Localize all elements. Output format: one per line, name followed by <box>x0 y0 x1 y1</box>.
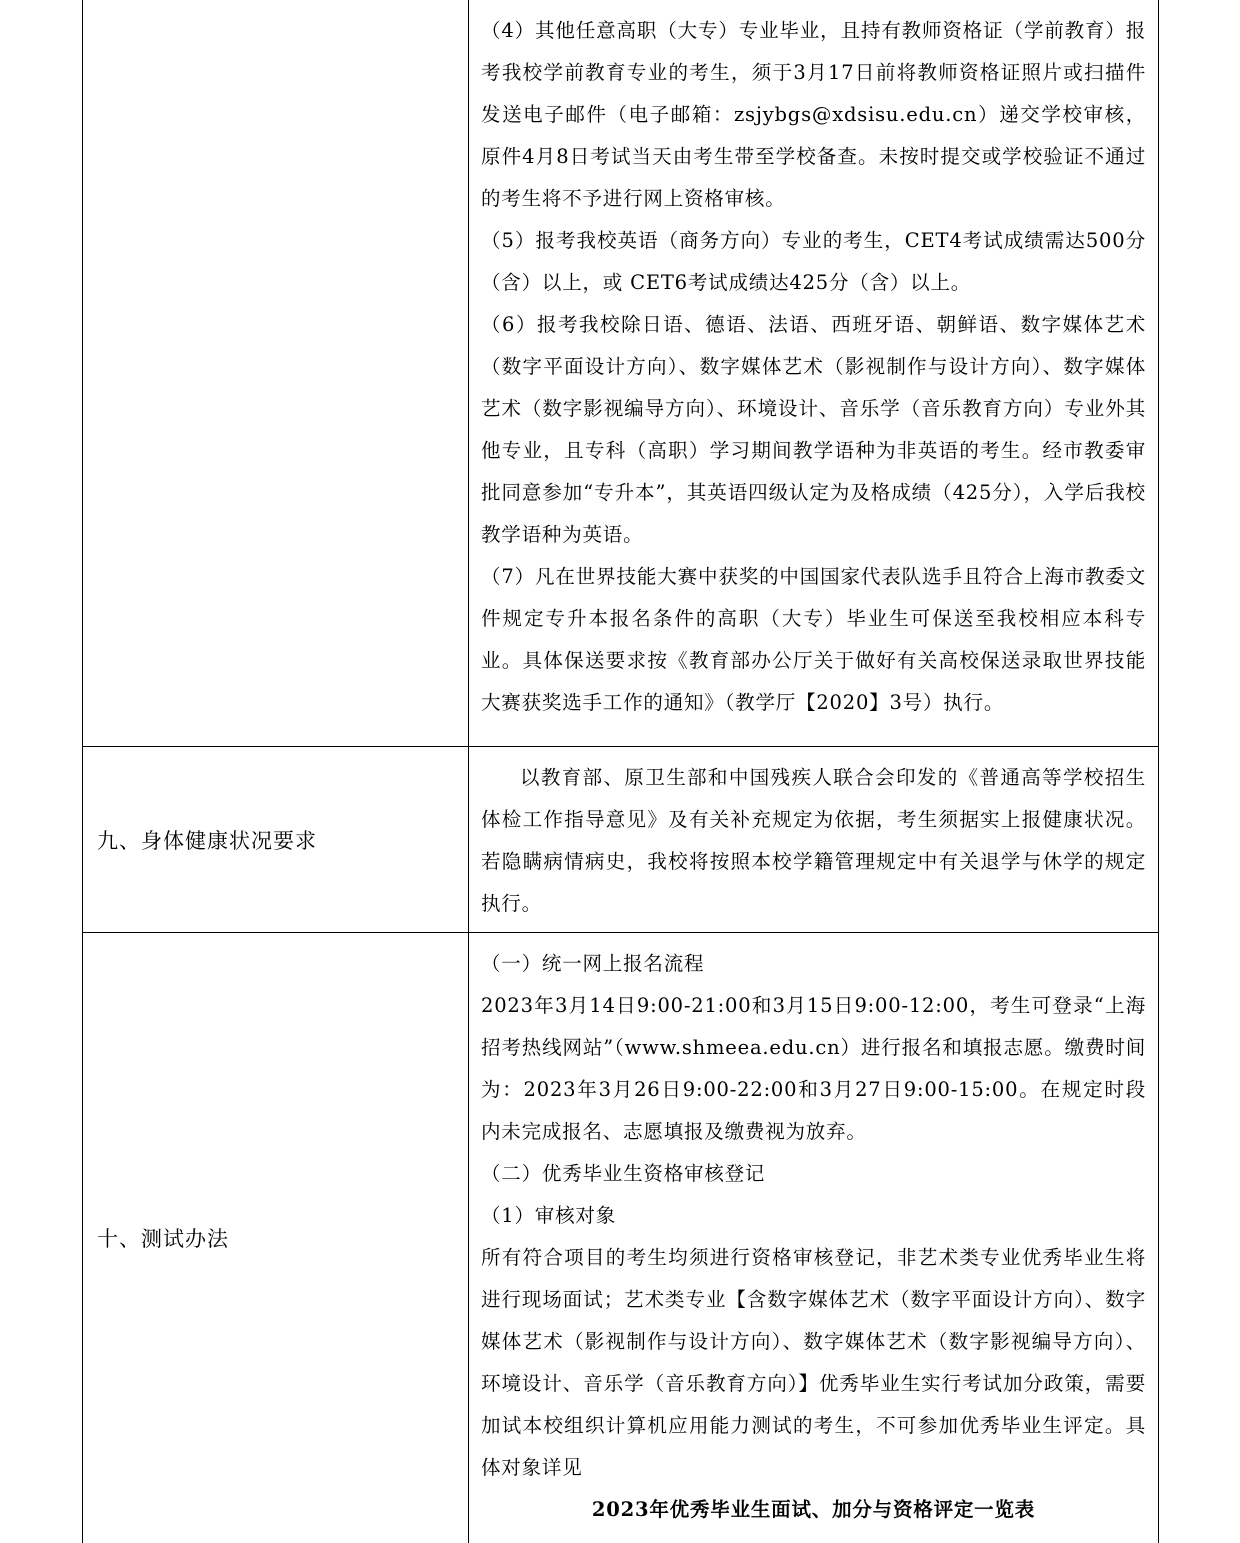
subheading-qualification-review: （二）优秀毕业生资格审核登记 <box>481 1153 1146 1195</box>
subheading-online-registration: （一）统一网上报名流程 <box>481 943 1146 985</box>
table-title: 2023年优秀毕业生面试、加分与资格评定一览表 <box>481 1489 1146 1531</box>
paragraph-item-4: （4）其他任意高职（大专）专业毕业，且持有教师资格证（学前教育）报考我校学前教育专业的考生，须于3月17日前将教师资格证照片或扫描件发送电子邮件（电子邮箱：zsjybgs@xdsisu.edu.cn）递交学校审核，原件4月8日考试当天由考生带至学校备查。未按时提交或学校验证不通过的考生将不予进行网上资格审核。 <box>481 10 1146 220</box>
table-row <box>83 933 1159 1543</box>
paragraph-item-7: （7）凡在世界技能大赛中获奖的中国国家代表队选手且符合上海市教委文件规定专升本报名条件的高职（大专）毕业生可保送至我校相应本科专业。具体保送要求按《教育部办公厅关于做好有关高校保送录取世界技能大赛获奖选手工作的通知》（教学厅【2020】3号）执行。 <box>481 556 1146 724</box>
section-label-test-method: 十、测试办法 <box>83 933 469 1543</box>
row-content-cell <box>469 0 1159 747</box>
section-label-health: 九、身体健康状况要求 <box>83 747 469 933</box>
subheading-review-targets: （1）审核对象 <box>481 1195 1146 1237</box>
table-row <box>83 747 1159 933</box>
paragraph-item-6: （6）报考我校除日语、德语、法语、西班牙语、朝鲜语、数字媒体艺术（数字平面设计方向）、数字媒体艺术（影视制作与设计方向）、数字媒体艺术（数字影视编导方向）、环境设计、音乐学（音乐教育方向）专业外其他专业，且专科（高职）学习期间教学语种为非英语的考生。经市教委审批同意参加“专升本”，其英语四级认定为及格成绩（425分），入学后我校教学语种为英语。 <box>481 304 1146 556</box>
row-content-cell <box>469 747 1159 933</box>
registration-schedule-text: 2023年3月14日9:00-21:00和3月15日9:00-12:00，考生可登录“上海招考热线网站”（www.shmeea.edu.cn）进行报名和填报志愿。缴费时间为：2023年3月26日9:00-22:00和3月27日9:00-15:00。在规定时段内未完成报名、志愿填报及缴费视为放弃。 <box>481 985 1146 1153</box>
row-label-cell <box>83 0 469 747</box>
requirements-table <box>82 0 1159 1543</box>
health-requirement-text: 以教育部、原卫生部和中国残疾人联合会印发的《普通高等学校招生体检工作指导意见》及有关补充规定为依据，考生须据实上报健康状况。若隐瞒病情病史，我校将按照本校学籍管理规定中有关退学与休学的规定执行。 <box>481 757 1146 925</box>
row-content-cell <box>469 933 1159 1543</box>
paragraph-item-5: （5）报考我校英语（商务方向）专业的考生，CET4考试成绩需达500分（含）以上，或 CET6考试成绩达425分（含）以上。 <box>481 220 1146 304</box>
table-row <box>83 0 1159 747</box>
review-targets-text: 所有符合项目的考生均须进行资格审核登记，非艺术类专业优秀毕业生将进行现场面试；艺术类专业【含数字媒体艺术（数字平面设计方向）、数字媒体艺术（影视制作与设计方向）、数字媒体艺术（数字影视编导方向）、环境设计、音乐学（音乐教育方向）】优秀毕业生实行考试加分政策，需要加试本校组织计算机应用能力测试的考生，不可参加优秀毕业生评定。具体对象详见 <box>481 1237 1146 1489</box>
